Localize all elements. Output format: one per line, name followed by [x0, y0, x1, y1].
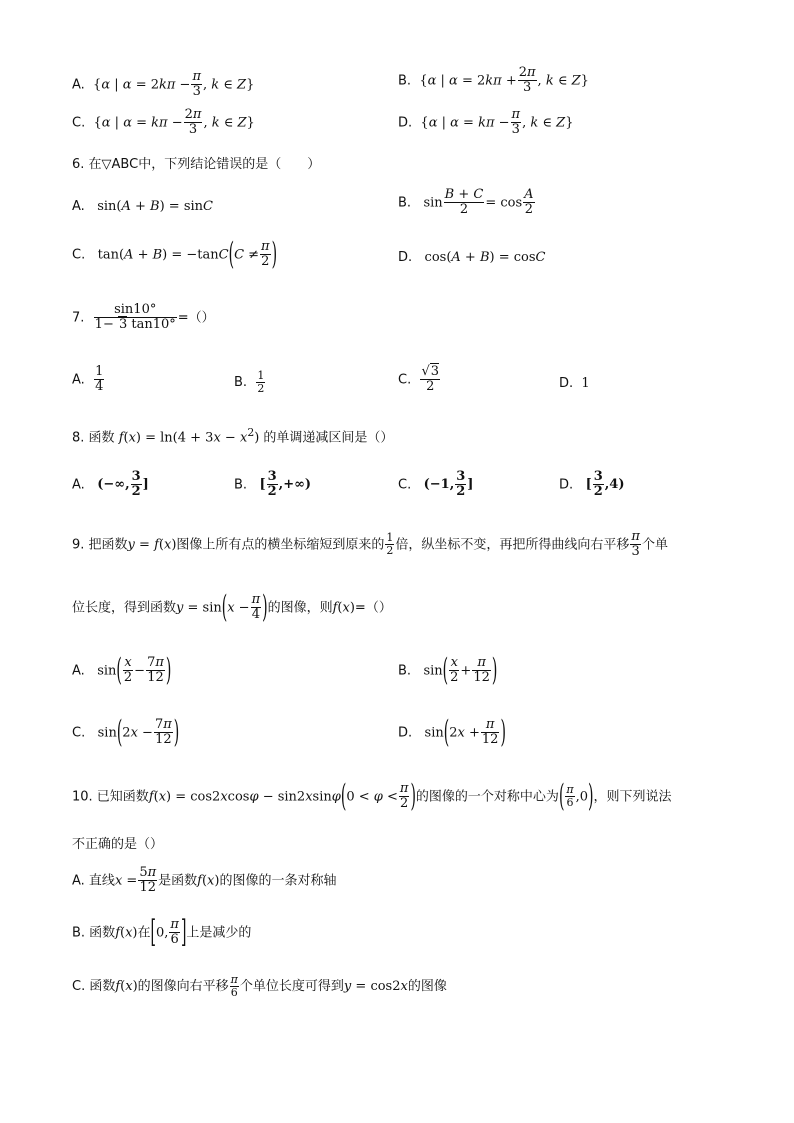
- q5-option-a: A. {α | α = 2kπ − $\frac{\pi}{3}$ , k ∈ Z}: [72, 69, 255, 100]
- q10-option-a: A. 直线x = $\frac{5\pi}{12}$ 是函数f(x)的图像的一条对称轴: [72, 865, 337, 896]
- option-text: A. 直线: [72, 873, 115, 889]
- stem-text: 个单: [641, 537, 668, 553]
- q8-option-d: D. [ $\frac{3}{2}$ ,4): [559, 469, 625, 500]
- option-label: D.: [559, 477, 574, 493]
- q8-option-a: A. (−∞, $\frac{3}{2}$ ]: [72, 469, 149, 500]
- question-tail: =（）: [177, 310, 215, 326]
- stem-text: 图像上所有点的横坐标缩短到原来的: [176, 537, 385, 553]
- q6-option-d: D. cos(A + B) = cosC: [398, 250, 546, 265]
- stem-text: ，则下列说法: [593, 789, 672, 805]
- option-label: B.: [234, 477, 248, 493]
- q9-option-c: C. sin(2x − $\frac{7\pi}{12}$ ): [72, 715, 180, 751]
- option-text: B. 函数: [72, 925, 116, 941]
- q9-option-d: D. sin(2x + $\frac{\pi}{12}$ ): [398, 715, 506, 751]
- option-label: B.: [398, 73, 412, 89]
- stem-text: 10. 已知函数: [72, 789, 149, 805]
- q5-option-b: B. {α | α = 2kπ + $\frac{2\pi}{3}$ , k ∈ Z}: [398, 65, 589, 96]
- q9-stem-line1: 9. 把函数y = f(x)图像上所有点的横坐标缩短到原来的 $\frac{1}{2}$ 倍，纵坐标不变，再把所得曲线向右平移 $\frac{\pi}{3}$ 个单: [72, 529, 668, 560]
- question-number: 7.: [72, 310, 85, 326]
- q6-option-a: A. sin(A + B) = sinC: [72, 199, 213, 214]
- option-label: D.: [559, 376, 574, 391]
- stem-text: 位长度，得到函数: [72, 600, 177, 616]
- stem-text: =（）: [354, 600, 392, 616]
- option-text: 是函数: [158, 873, 198, 889]
- stem-text: 的单调递减区间是（）: [263, 430, 394, 446]
- q10-stem-line2: 不正确的是（）: [72, 837, 164, 852]
- option-text: 的图像的一条对称轴: [219, 873, 337, 889]
- option-label: B.: [398, 663, 412, 679]
- option-text: 的图像向右平移: [137, 979, 229, 995]
- q7-stem: 7. $\frac{\sin 10^\circ}{1- 3 \tan 10^\circ}$ =（）: [72, 302, 215, 333]
- option-label: C.: [72, 725, 86, 741]
- q8-stem: 8. 函数 $f(x) = \ln(4 + 3x - x^2)$ 的单调递减区间是（）: [72, 426, 394, 446]
- q7-option-c: C. $\frac{√3}{2}$: [398, 364, 440, 395]
- q5-option-d: D. {α | α = kπ − $\frac{\pi}{3}$ , k ∈ Z}: [398, 107, 574, 138]
- q10-option-b: B. 函数f(x)在[0, $\frac{\pi}{6}$ ]上是减少的: [72, 915, 252, 951]
- option-label: C.: [72, 115, 86, 131]
- q10-stem-line1: 10. 已知函数f(x) = cos2xcosφ − sin2xsinφ(0 < φ < $\frac{\pi}{2}$ )的图像的一个对称中心为( $\frac{\pi}{6}$ ,0)，则下列说法: [72, 779, 672, 815]
- option-label: B.: [234, 375, 248, 391]
- option-label: C.: [398, 372, 412, 388]
- stem-text: 9. 把函数: [72, 537, 128, 553]
- q7-option-b: B. $\frac{1}{2}$: [234, 369, 265, 396]
- q7-option-a: A. $\frac{1}{4}$: [72, 364, 104, 395]
- option-value: 1: [581, 376, 590, 391]
- option-label: A.: [72, 477, 85, 493]
- q7-option-d: [559, 377, 590, 390]
- option-text: 的图像: [407, 979, 447, 995]
- q9-option-b: B. sin( $\frac{x}{2}$ + $\frac{\pi}{12}$ ): [398, 653, 498, 689]
- option-text: 上是减少的: [186, 925, 252, 941]
- q5-option-c: C. {α | α = kπ − $\frac{2\pi}{3}$ , k ∈ Z}: [72, 107, 255, 138]
- option-text: 在: [137, 925, 151, 941]
- q6-stem: 6. 在▽ABC中，下列结论错误的是（ ）: [72, 157, 321, 172]
- q8-option-b: B. [ $\frac{3}{2}$ ,+∞): [234, 469, 312, 500]
- option-label: A.: [72, 199, 85, 214]
- option-label: A.: [72, 372, 85, 388]
- q8-option-c: C. (−1, $\frac{3}{2}$ ]: [398, 469, 474, 500]
- option-label: C.: [398, 477, 412, 493]
- option-label: D.: [398, 115, 413, 131]
- option-label: D.: [398, 250, 413, 265]
- stem-text: 倍，纵坐标不变，再把所得曲线向右平移: [395, 537, 630, 553]
- option-text: C. 函数: [72, 979, 116, 995]
- option-label: D.: [398, 725, 413, 741]
- stem-text: 的图像的一个对称中心为: [415, 789, 559, 805]
- option-label: C.: [72, 247, 86, 263]
- stem-text: 的图像，则: [267, 600, 333, 616]
- option-text: 个单位长度可得到: [239, 979, 344, 995]
- q10-option-c: C. 函数f(x)的图像向右平移 $\frac{\pi}{6}$ 个单位长度可得到y = cos2x的图像: [72, 973, 447, 1000]
- q9-stem-line2: 位长度，得到函数y = sin(x − $\frac{\pi}{4}$ )的图像，则f(x)=（）: [72, 590, 392, 626]
- stem-text: 8. 函数: [72, 430, 115, 446]
- q9-option-a: A. sin( $\frac{x}{2}$ − $\frac{7\pi}{12}$ ): [72, 653, 172, 689]
- option-label: B.: [398, 195, 412, 211]
- option-label: A.: [72, 77, 85, 93]
- q6-option-c: C. tan(A + B) = −tanC(C ≠ $\frac{\pi}{2}$ ): [72, 237, 278, 273]
- q6-option-b: B. sin $\frac{B + C}{2}$ = cos $\frac{A}{2}$: [398, 187, 534, 218]
- option-label: A.: [72, 663, 85, 679]
